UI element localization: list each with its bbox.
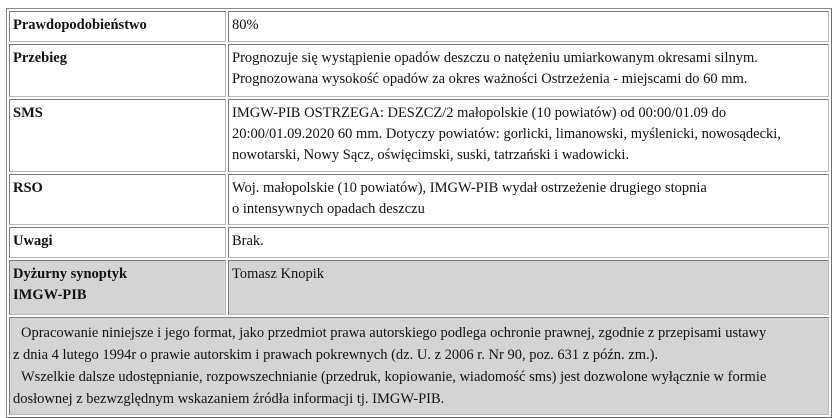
row-probability bbox=[9, 11, 829, 42]
label-forecaster bbox=[9, 260, 226, 315]
label-sms: SMS bbox=[9, 99, 226, 172]
sms-line-3: nowotarski, Nowy Sącz, oświęcimski, suski, tatrzański i wadowicki. bbox=[232, 147, 630, 163]
row-sms bbox=[9, 99, 829, 172]
label-remarks: Uwagi bbox=[9, 227, 226, 258]
row-remarks bbox=[9, 227, 829, 258]
forecaster-name: Tomasz Knopik bbox=[232, 266, 325, 282]
label-course: Przebieg bbox=[9, 44, 226, 97]
copyright-line-3 bbox=[13, 366, 825, 388]
value-probability bbox=[228, 11, 829, 42]
copyright-line-2: z dnia 4 lutego 1994r o prawie autorskim i prawach pokrewnych (dz. U. z 2006 r. Nr 90, poz. 631 z późn. zm.). bbox=[13, 347, 659, 363]
value-remarks bbox=[228, 227, 829, 258]
label-rso: RSO bbox=[9, 174, 226, 225]
copyright-text-1: Opracowanie niniejsze i jego format, jako przedmiot prawa autorskiego podlega ochronie prawnej, zgodnie z przepisami ustawy bbox=[21, 325, 767, 341]
row-forecaster bbox=[9, 260, 829, 315]
remarks-value: Brak. bbox=[232, 233, 264, 249]
warning-document bbox=[6, 8, 832, 418]
copyright-line-1 bbox=[13, 322, 825, 344]
sms-line-2: 20:00/01.09.2020 60 mm. Dotyczy powiatów: gorlicki, limanowski, myślenicki, nowosądecki, bbox=[232, 126, 781, 142]
value-course bbox=[228, 44, 829, 97]
warning-table bbox=[6, 8, 832, 418]
value-forecaster bbox=[228, 260, 829, 315]
row-course bbox=[9, 44, 829, 97]
course-line-1: Prognozuje się wystąpienie opadów deszczu o natężeniu umiarkowanym okresami silnym. bbox=[232, 50, 758, 66]
row-copyright bbox=[9, 317, 829, 415]
probability-value: 80% bbox=[232, 17, 259, 33]
sms-line-1: IMGW-PIB OSTRZEGA: DESZCZ/2 małopolskie (10 powiatów) od 00:00/01.09 do bbox=[232, 105, 727, 121]
forecaster-label-line-2: IMGW-PIB bbox=[13, 287, 87, 303]
copyright-line-4: dosłownej z bezwzględnym wskazaniem źródła informacji tj. IMGW-PIB. bbox=[13, 391, 445, 407]
value-sms bbox=[228, 99, 829, 172]
rso-line-1: Woj. małopolskie (10 powiatów), IMGW-PIB wydał ostrzeżenie drugiego stopnia bbox=[232, 180, 707, 196]
forecaster-label-line-1: Dyżurny synoptyk bbox=[13, 266, 128, 282]
rso-line-2: o intensywnych opadach deszczu bbox=[232, 201, 425, 217]
copyright-notice bbox=[9, 317, 829, 415]
copyright-text-3: Wszelkie dalsze udostępnianie, rozpowszechnianie (przedruk, kopiowanie, wiadomość sms) jest dozwolone wyłącznie w formie bbox=[21, 369, 767, 385]
value-rso bbox=[228, 174, 829, 225]
label-probability: Prawdopodobieństwo bbox=[9, 11, 226, 42]
course-line-2: Prognozowana wysokość opadów za okres ważności Ostrzeżenia - miejscami do 60 mm. bbox=[232, 71, 748, 87]
row-rso bbox=[9, 174, 829, 225]
